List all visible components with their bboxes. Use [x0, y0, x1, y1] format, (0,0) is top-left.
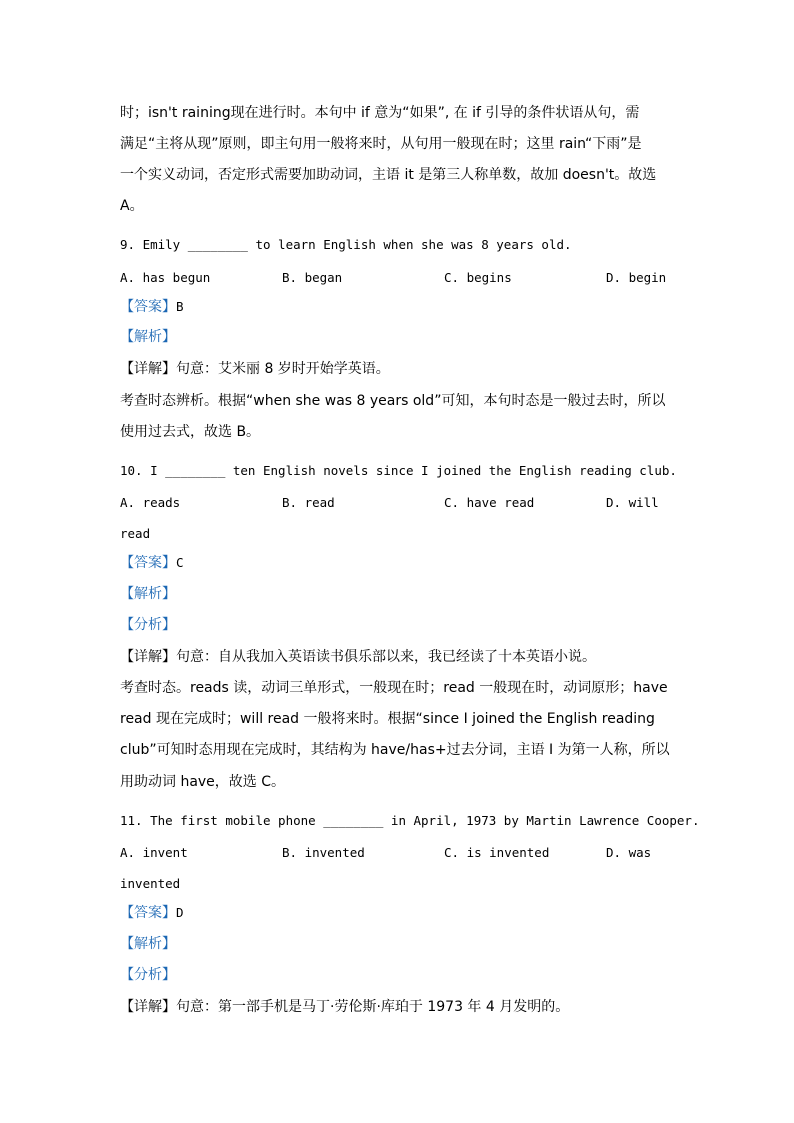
intro-line-2: 满足“主将从现”原则，即主句用一般将来时，从句用一般现在时；这里 rain“下雨”是 [120, 136, 642, 152]
q11-option-b: B. invented [282, 845, 365, 860]
question-9-text: 9. Emily ________ to learn English when she was 8 years old. [120, 237, 572, 252]
intro-line-3: 一个实义动词，否定形式需要加助动词，主语 it 是第三人称单数，故加 doesn't。故选 [120, 167, 657, 183]
q9-option-a: A. has begun [120, 270, 211, 285]
q10-option-b: B. read [282, 495, 335, 510]
q10-detail-line-5: 用助动词 have，故选 C。 [120, 774, 286, 790]
q10-detail-row [120, 648, 675, 666]
q10-option-d: D. will [606, 495, 659, 510]
intro-line-4: A。 [120, 198, 144, 214]
q11-detail-row [120, 998, 675, 1016]
q10-detail-line-3: read 现在完成时；will read 一般将来时。根据“since I joined the English reading [120, 711, 655, 727]
q10-detail-line-2: 考查时态。reads 读，动词三单形式，一般现在时；read 一般现在时，动词原形；have [120, 680, 668, 696]
q11-option-c: C. is invented [444, 845, 550, 860]
q11-analysis-tag: 【解析】 [120, 936, 176, 952]
q11-answer-row [120, 904, 675, 922]
q11-detail-tag: 【详解】 [120, 999, 176, 1015]
q10-detail-line-4: club”可知时态用现在完成时，其结构为 have/has+过去分词，主语 I 为第一人称，所以 [120, 742, 670, 758]
q9-option-c: C. begins [444, 270, 512, 285]
question-11-text: 11. The first mobile phone ________ in April, 1973 by Martin Lawrence Cooper. [120, 813, 700, 828]
q9-detail-line-1: 句意：艾米丽 8 岁时开始学英语。 [176, 361, 390, 377]
intro-line-1: 时；isn't raining现在进行时。本句中 if 意为“如果”, 在 if 引导的条件状语从句，需 [120, 105, 640, 121]
q9-answer-tag: 【答案】 [120, 299, 176, 315]
q10-fenxi-tag: 【分析】 [120, 617, 176, 633]
q9-analysis-tag: 【解析】 [120, 329, 176, 345]
q11-detail-line-1: 句意：第一部手机是马丁·劳伦斯·库珀于 1973 年 4 月发明的。 [176, 999, 570, 1015]
q9-detail-tag: 【详解】 [120, 361, 176, 377]
question-10-text: 10. I ________ ten English novels since I joined the English reading club. [120, 463, 677, 478]
q10-option-d-wrap: read [120, 526, 151, 541]
q10-option-a: A. reads [120, 495, 181, 510]
q10-answer-tag: 【答案】 [120, 555, 176, 571]
q9-option-b: B. began [282, 270, 343, 285]
q9-detail-line-2: 考查时态辨析。根据“when she was 8 years old”可知，本句时态是一般过去时，所以 [120, 393, 666, 409]
q9-answer-row [120, 298, 675, 316]
q11-answer-tag: 【答案】 [120, 905, 176, 921]
q9-answer-value: B [176, 299, 184, 314]
q10-analysis-tag: 【解析】 [120, 586, 176, 602]
q9-option-d: D. begin [606, 270, 667, 285]
q11-option-d-wrap: invented [120, 876, 181, 891]
q11-fenxi-tag: 【分析】 [120, 967, 176, 983]
q10-detail-tag: 【详解】 [120, 649, 176, 665]
q9-detail-row [120, 360, 675, 378]
q11-option-d: D. was [606, 845, 652, 860]
q10-answer-value: C [176, 555, 184, 570]
q10-detail-line-1: 句意：自从我加入英语读书俱乐部以来，我已经读了十本英语小说。 [176, 649, 596, 665]
q10-option-c: C. have read [444, 495, 535, 510]
q11-answer-value: D [176, 905, 184, 920]
q9-detail-line-3: 使用过去式，故选 B。 [120, 424, 261, 440]
q10-answer-row [120, 554, 675, 572]
q11-option-a: A. invent [120, 845, 188, 860]
